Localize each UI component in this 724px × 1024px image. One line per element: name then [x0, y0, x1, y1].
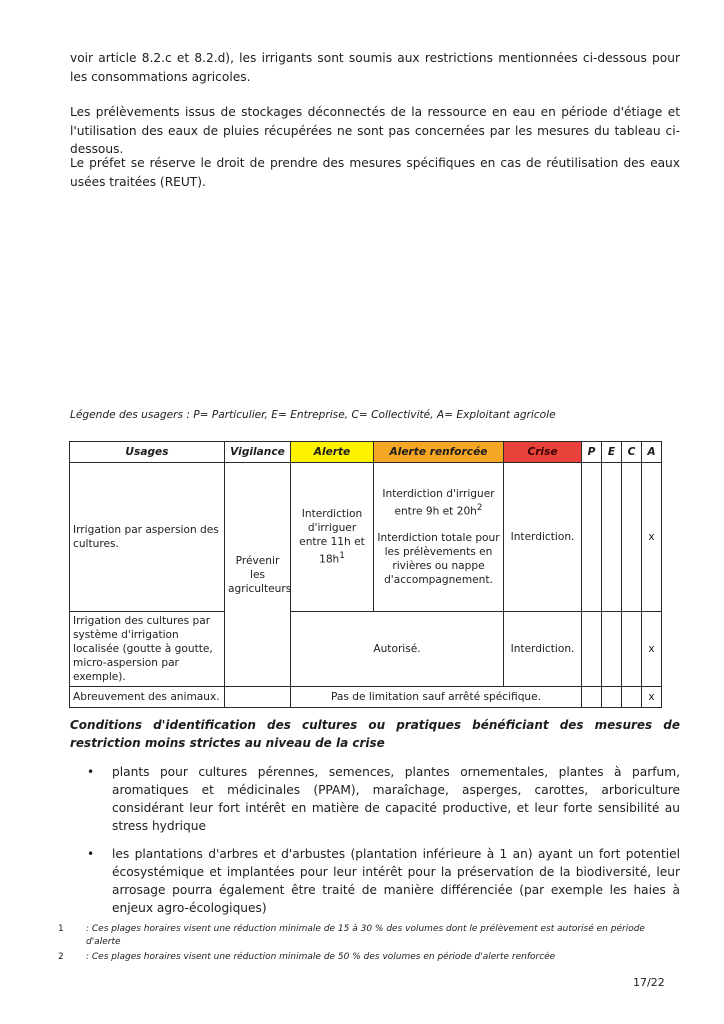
header-vigilance: Vigilance	[225, 442, 291, 463]
list-item-text: plants pour cultures pérennes, semences, plantes ornementales, plantes à parfum, aromatiques et médicinales (PPAM), maraîchage, asperges, carottes, arboriculture considérant leur fort intérêt en matière de capacité productive, et leur forte sensibilité au stress hydrique	[112, 765, 680, 833]
footnotes	[58, 923, 678, 967]
footnote-text: : Ces plages horaires visent une réduction minimale de 50 % des volumes en période d'alerte renforcée	[86, 952, 556, 962]
alerte-merged-cell: Autorisé.	[291, 612, 504, 687]
footnote-number: 2	[58, 952, 64, 962]
c-cell	[622, 463, 642, 612]
a-cell: x	[642, 687, 662, 708]
renforcee-top-text: Interdiction d'irriguer entre 9h et 20h	[382, 488, 495, 518]
header-c: C	[622, 442, 642, 463]
intro-paragraph-3: Le préfet se réserve le droit de prendre des mesures spécifiques en cas de réutilisation des eaux usées traitées (REUT).	[70, 156, 680, 189]
header-alerte-renforcee: Alerte renforcée	[374, 442, 504, 463]
footnote-text: : Ces plages horaires visent une réduction minimale de 15 à 30 % des volumes dont le prélèvement est autorisé en période d'alerte	[86, 924, 645, 947]
list-item	[70, 845, 680, 917]
page-number: 17/22	[633, 976, 665, 989]
alerte-cell	[291, 463, 374, 612]
alerte-text: Interdiction d'irriguer entre 11h et 18h	[299, 508, 365, 566]
intro-paragraph-2: Les prélèvements issus de stockages déconnectés de la ressource en eau en période d'étiage et l'utilisation des eaux de pluies récupérées ne sont pas concernées par les mesures du tableau ci-dessous.	[70, 105, 680, 156]
header-p: P	[582, 442, 602, 463]
footnote-number: 1	[58, 924, 64, 934]
renforcee-bottom-text: Interdiction totale pour les prélèvements en rivières ou nappe d'accompagnement.	[377, 531, 500, 586]
crise-cell: Interdiction.	[504, 463, 582, 612]
footnote	[58, 923, 678, 948]
intro-paragraph-1: voir article 8.2.c et 8.2.d), les irrigants sont soumis aux restrictions mentionnées ci-dessous pour les consommations agricoles.	[70, 51, 680, 84]
c-cell	[622, 612, 642, 687]
footnote-ref-2: 2	[476, 503, 483, 514]
e-cell	[602, 612, 622, 687]
a-cell: x	[642, 463, 662, 612]
list-item-text: les plantations d'arbres et d'arbustes (plantation inférieure à 1 an) ayant un fort potentiel écosystémique et implantées pour leur intérêt pour la préservation de la biodiversité, leur arrosage pourra également être traité de manière différenciée (par exemple les haies à enjeux agro-écologiques)	[112, 847, 680, 915]
bullet-icon: •	[87, 765, 95, 779]
table-row	[70, 612, 662, 687]
header-e: E	[602, 442, 622, 463]
e-cell	[602, 463, 622, 612]
header-a: A	[642, 442, 662, 463]
footnote-ref-1: 1	[339, 551, 345, 562]
list-item	[70, 763, 680, 835]
usage-cell: Irrigation des cultures par système d'irrigation localisée (goutte à goutte, micro-aspersion par exemple).	[70, 612, 225, 687]
table-row	[70, 463, 662, 612]
p-cell	[582, 463, 602, 612]
e-cell	[602, 687, 622, 708]
conditions-heading: Conditions d'identification des cultures ou pratiques bénéficiant des mesures de restriction moins strictes au niveau de la crise	[70, 718, 680, 750]
usage-cell: Abreuvement des animaux.	[70, 687, 225, 708]
bullet-icon: •	[87, 847, 95, 861]
merged-limitation-cell: Pas de limitation sauf arrêté spécifique.	[291, 687, 582, 708]
p-cell	[582, 612, 602, 687]
a-cell: x	[642, 612, 662, 687]
vigilance-empty-cell	[225, 687, 291, 708]
header-crise: Crise	[504, 442, 582, 463]
c-cell	[622, 687, 642, 708]
footnote	[58, 951, 678, 964]
header-usages: Usages	[70, 442, 225, 463]
users-legend: Légende des usagers : P= Particulier, E= Entreprise, C= Collectivité, A= Exploitant agricole	[70, 409, 556, 421]
header-alerte: Alerte	[291, 442, 374, 463]
table-row	[70, 687, 662, 708]
usage-cell: Irrigation par aspersion des cultures.	[70, 463, 225, 612]
p-cell	[582, 687, 602, 708]
alerte-renforcee-cell	[374, 463, 504, 612]
conditions-list	[70, 763, 680, 927]
table-header-row	[70, 442, 662, 463]
crise-cell: Interdiction.	[504, 612, 582, 687]
vigilance-cell: Prévenir les agriculteurs	[225, 463, 291, 687]
renforcee-top-block	[377, 487, 500, 519]
restrictions-table	[69, 441, 662, 708]
